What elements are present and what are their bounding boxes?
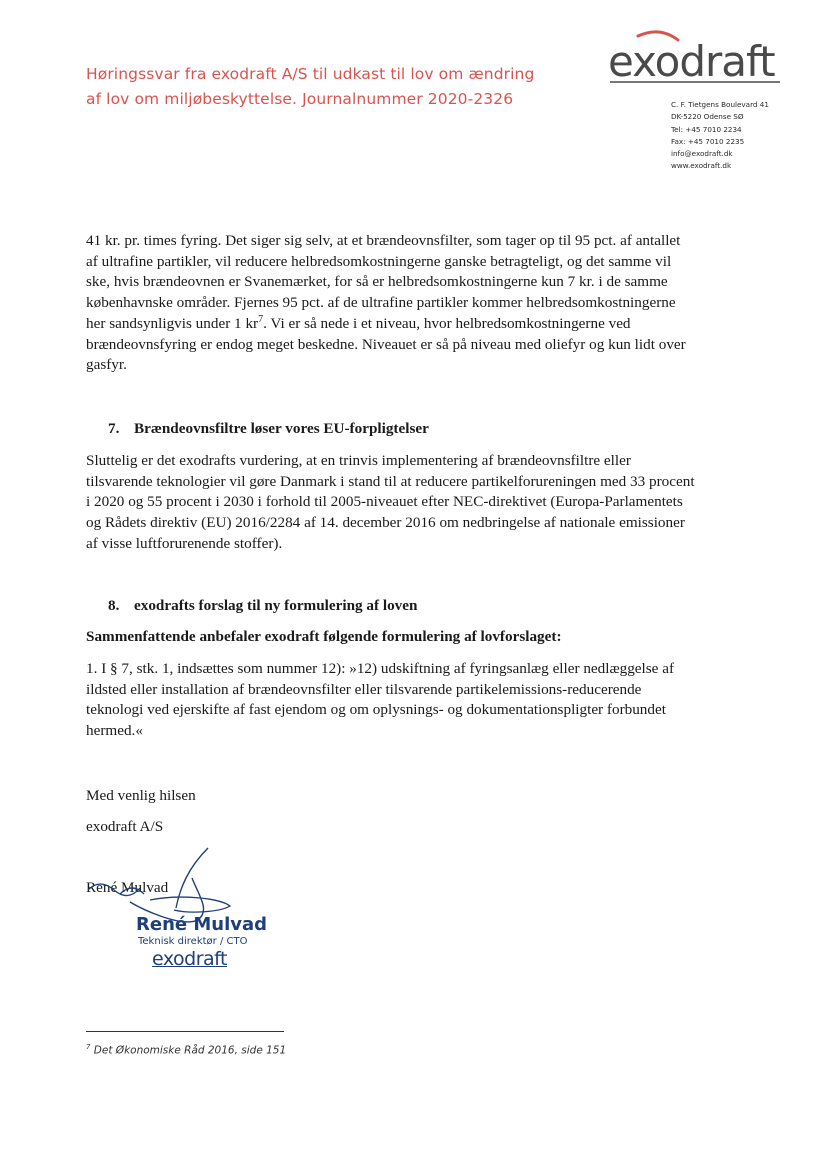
section-title: exodrafts forslag til ny formulering af loven <box>134 597 418 614</box>
address-block <box>671 99 811 173</box>
text-line <box>86 314 752 335</box>
title-line-1: Høringssvar fra exodraft A/S til udkast til lov om ændring <box>86 65 535 83</box>
fax-line: Fax: +45 7010 2235 <box>671 136 745 146</box>
stamp-title: Teknisk direktør / CTO <box>138 936 248 947</box>
company-name: exodraft A/S <box>86 818 164 835</box>
section-number: 8. <box>108 597 120 614</box>
stamp-name: René Mulvad <box>136 914 268 935</box>
section-8-heading <box>108 596 417 616</box>
text-line: 1. I § 7, stk. 1, indsættes som nummer 12): »12) udskiftning af fyringsanlæg eller nedlæggelse af <box>86 660 675 677</box>
footnote-divider <box>86 1031 284 1032</box>
signature-area <box>80 838 280 988</box>
text-line: i 2020 og 55 procent i 2030 i forhold til 2005-niveauet efter NEC-direktivet (Europa-Parlamentets <box>86 493 683 511</box>
stamp-logo: exodraft <box>152 948 227 970</box>
section-title: Brændeovnsfiltre løser vores EU-forpligtelser <box>134 420 429 437</box>
text-line: tilsvarende teknologier vil gøre Danmark i stand til at reducere partikelforureningen med 33 procent <box>86 472 695 490</box>
text-line: og Rådets direktiv (EU) 2016/2284 af 14. december 2016 om nedbringelse af nationale emissioner <box>86 514 685 532</box>
section-7-heading <box>108 419 429 439</box>
address-line: DK-5220 Odense SØ <box>671 112 744 122</box>
title-line-2: af lov om miljøbeskyttelse. Journalnummer 2020-2326 <box>86 90 514 108</box>
paragraph-law-proposal <box>86 659 752 742</box>
text-segment: her sandsynligvis under 1 kr <box>86 314 259 332</box>
footnote-text: Det Økonomiske Råd 2016, side 151 <box>90 1044 287 1057</box>
document-title <box>86 62 556 112</box>
text-line: Sluttelig er det exodrafts vurdering, at en trinvis implementering af brændeovnsfiltre eller <box>86 452 631 469</box>
footnote-number: 7 <box>86 1043 91 1051</box>
text-line: gasfyr. <box>86 356 127 374</box>
text-line: teknologi ved ejerskifte af fast ejendom og om oplysnings- og dokumentationspligter forbundet <box>86 701 666 719</box>
logo-text: exodraft <box>608 37 775 86</box>
phone-line: Tel: +45 7010 2234 <box>671 124 742 134</box>
text-line: hermed.« <box>86 722 143 740</box>
closing-greeting: Med venlig hilsen <box>86 787 196 804</box>
text-line: ske, hvis brændeovnen er Svanemærket, for så er helbredsomkostningerne kun 7 kr. i de samme <box>86 273 668 291</box>
email-link[interactable]: info@exodraft.dk <box>671 149 733 159</box>
text-line: af visse luftforurenende stoffer). <box>86 534 283 552</box>
text-line: 41 kr. pr. times fyring. Det siger sig selv, at et brændeovnsfilter, som tager op til 95 pct. af antallet <box>86 232 681 249</box>
summary-statement: Sammenfattende anbefaler exodraft følgende formulering af lovforslaget: <box>86 628 562 645</box>
exodraft-logo <box>608 30 783 92</box>
paragraph-eu-obligations <box>86 451 752 555</box>
text-line: brændeovnsfyring er endog meget beskedne. Niveauet er så på niveau med oliefyr og kun lidt over <box>86 335 686 353</box>
text-segment: . Vi er så nede i et niveau, hvor helbredsomkostningerne ved <box>263 314 631 332</box>
address-line: C. F. Tietgens Boulevard 41 <box>671 100 769 109</box>
typed-signature-name: René Mulvad <box>86 879 169 896</box>
website-link[interactable]: www.exodraft.dk <box>671 161 732 171</box>
paragraph-health-costs <box>86 231 752 376</box>
footnote <box>86 1043 286 1057</box>
footnote-ref[interactable]: 7 <box>258 313 264 325</box>
text-line: af ultrafine partikler, vil reducere helbredsomkostningerne ganske betragteligt, og det samme vil <box>86 252 672 270</box>
text-line: københavnske områder. Fjernes 95 pct. af de ultrafine partikler kommer helbredsomkostningerne <box>86 294 676 312</box>
text-line: ildsted eller installation af brændeovnsfilter eller tilsvarende partikelemissions-reducerende <box>86 680 642 698</box>
section-number: 7. <box>108 420 120 437</box>
